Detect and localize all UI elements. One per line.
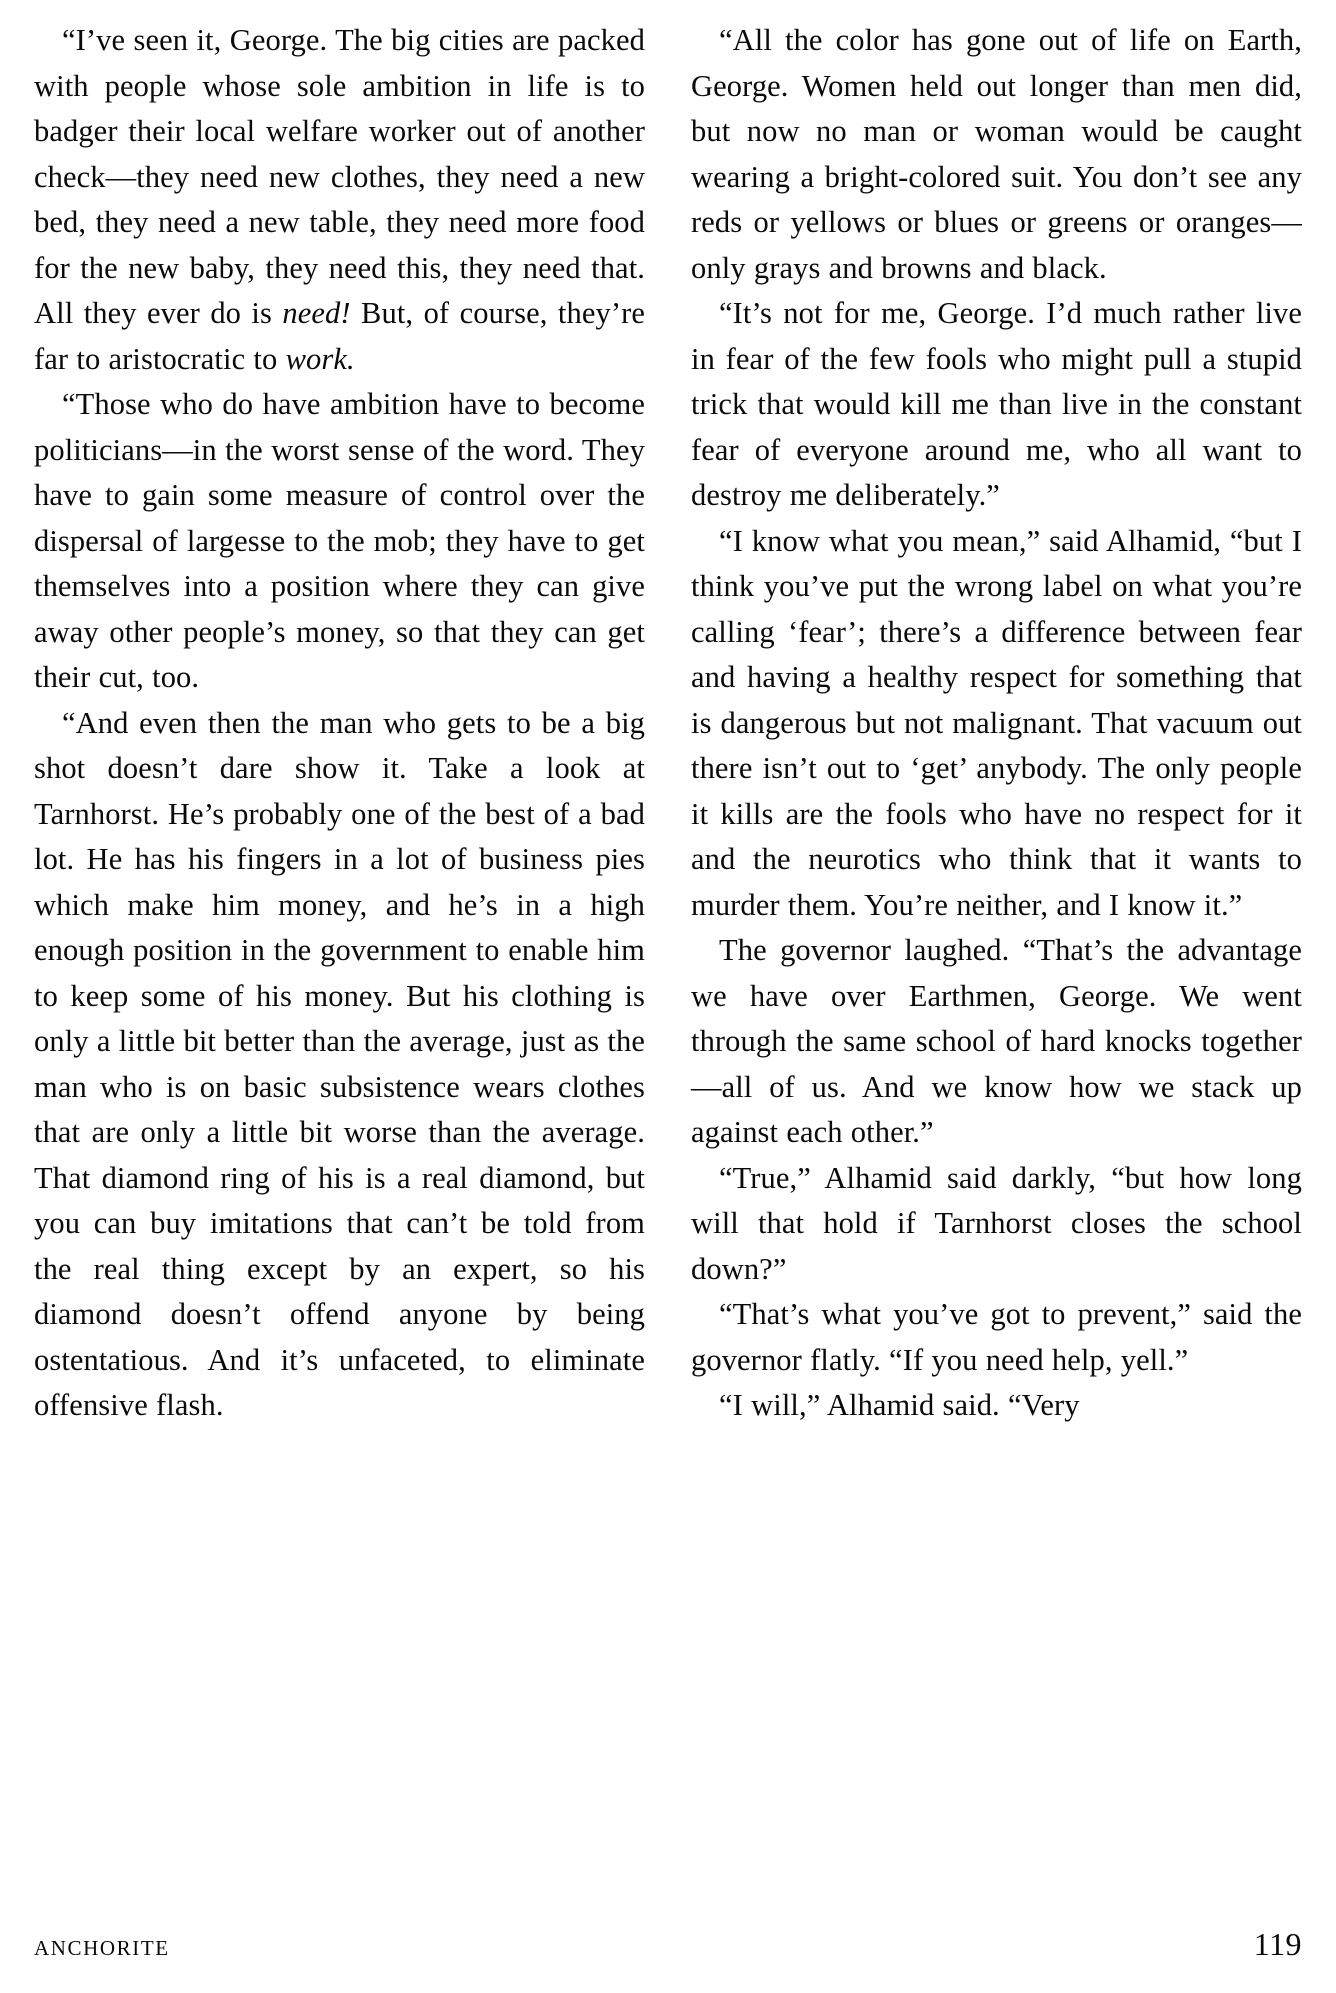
- paragraph: The governor laughed. “That’s the advantage we have over Earthmen, George. We went through the same school of hard knocks together—all of us. And we know how we stack up against each other.”: [691, 933, 1302, 1149]
- column-left: [34, 18, 645, 1873]
- paragraph: “I will,” Alhamid said. “Very: [719, 1388, 1080, 1422]
- paragraph: “Those who do have ambition have to become politicians—in the worst sense of the word. They have to gain some measure of control over the dispersal of largesse to the mob; they have to get themselves into a position where they can give away other people’s money, so that they can get their cut, too.: [34, 387, 645, 694]
- page-footer: [34, 1926, 1302, 1963]
- paragraph: “That’s what you’ve got to prevent,” said the governor flatly. “If you need help, yell.”: [691, 1297, 1302, 1377]
- page-number: 119: [1253, 1926, 1302, 1962]
- paragraph-text-continued: But, of course, they’re far to aristocratic to: [34, 296, 645, 376]
- paragraph: “All the color has gone out of life on Earth, George. Women held out longer than men did, but now no man or woman would be caught wearing a bright-colored suit. You don’t see any reds or yellows or blues or greens or oranges—only grays and browns and black.: [691, 23, 1302, 285]
- emphasis-need: need!: [282, 296, 351, 330]
- paragraph: “It’s not for me, George. I’d much rather live in fear of the few fools who might pull a stupid trick that would kill me than live in the constant fear of everyone around me, who all want to destroy me deliberately.”: [691, 296, 1302, 512]
- paragraph: “True,” Alhamid said darkly, “but how long will that hold if Tarnhorst closes the school down?”: [691, 1160, 1302, 1286]
- paragraph: [34, 18, 645, 382]
- text-columns: [34, 18, 1302, 1873]
- running-head: ANCHORITE: [34, 1936, 170, 1960]
- paragraph-text: “I’ve seen it, George. The big cities are packed with people whose sole ambition in life is to badger their local welfare worker out of another check—they need new clothes, they need a new bed, they need a new table, they need more food for the new baby, they need this, they need that. All they ever do is: [34, 23, 645, 330]
- paragraph: “And even then the man who gets to be a big shot doesn’t dare show it. Take a look at Tarnhorst. He’s probably one of the best of a bad lot. He has his fingers in a lot of business pies which make him money, and he’s in a high enough position in the government to enable him to keep some of his money. But his clothing is only a little bit better than the average, just as the man who is on basic subsistence wears clothes that are only a little bit worse than the average. That diamond ring of his is a real diamond, but you can buy imitations that can’t be told from the real thing except by an expert, so his diamond doesn’t offend anyone by being ostentatious. And it’s unfaceted, to eliminate offensive flash.: [34, 705, 645, 1422]
- column-right: [691, 18, 1302, 1873]
- paragraph: “I know what you mean,” said Alhamid, “but I think you’ve put the wrong label on what you’re calling ‘fear’; there’s a difference between fear and having a healthy respect for something that is dangerous but not malignant. That vacuum out there isn’t out to ‘get’ anybody. The only people it kills are the fools who have no respect for it and the neurotics who think that it wants to murder them. You’re neither, and I know it.”: [691, 523, 1302, 922]
- emphasis-work: work.: [285, 341, 355, 376]
